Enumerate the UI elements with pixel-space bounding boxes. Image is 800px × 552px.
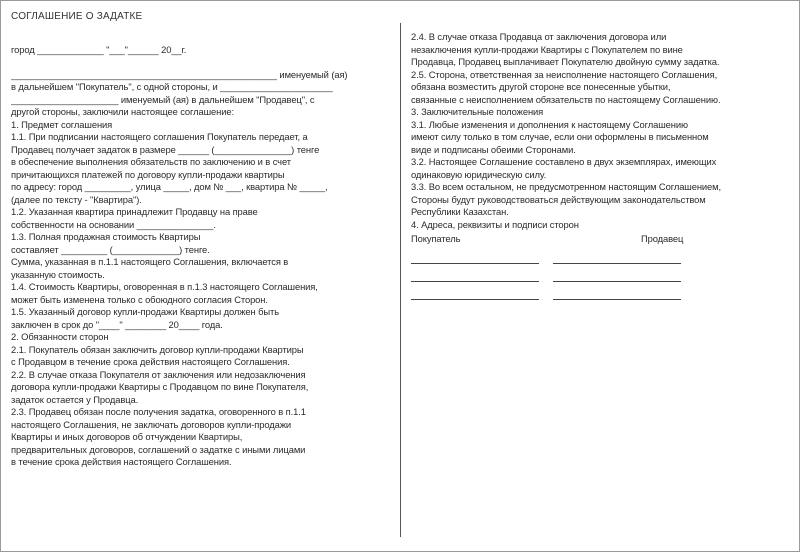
text-line: другой стороны, заключили настоящее соглашение: [11, 106, 234, 117]
text-line: 1.1. При подписании настоящего соглашения Покупатель передает, а [11, 131, 308, 142]
text-line [11, 56, 391, 69]
text-line: незаключения купли-продажи Квартиры с Покупателем по вине [411, 43, 683, 55]
left-column [11, 1, 391, 551]
text-line: 2.5. Сторона, ответственная за неисполнение настоящего Соглашения, [411, 68, 718, 80]
seller-signature-line [553, 270, 681, 282]
text-line: в течение срока действия настоящего Соглашения. [11, 456, 232, 467]
text-line: указанную стоимость. [11, 268, 105, 280]
text-line: 2.3. Продавец обязан после получения задатка, оговоренного в п.1.1 [11, 406, 306, 417]
left-column-text [11, 44, 391, 469]
signature-row-2 [411, 270, 791, 282]
signature-row-1 [411, 252, 791, 264]
text-line: город _____________ "___"______ 20__г. [11, 43, 187, 55]
seller-label: Продавец [641, 233, 684, 244]
seller-signature-line [553, 252, 681, 264]
text-line: (далее по тексту - "Квартира"). [11, 193, 142, 205]
text-line: 2.1. Покупатель обязан заключить договор купли-продажи Квартиры [11, 343, 304, 355]
text-line: Стороны будут руководствоваться действующим законодательством [411, 193, 706, 205]
text-line: заключен в срок до "____" ________ 20____ года. [11, 318, 223, 330]
text-line: имеют силу только в том случае, если они оформлены в письменном [411, 131, 709, 142]
text-line: задаток остается у Продавца. [11, 393, 139, 405]
text-line: Продавца, Продавец выплачивает Покупателю двойную сумму задатка. [411, 56, 720, 67]
text-line: 3. Заключительные положения [411, 106, 544, 117]
text-line: Республики Казахстан. [411, 206, 509, 217]
text-line: связанные с неисполнением обязательств по настоящему Соглашению. [411, 93, 721, 105]
signature-row-3 [411, 288, 791, 300]
text-line: в обеспечение выполнения обязательств по заключению и в счет [11, 156, 291, 167]
text-line: 1.4. Стоимость Квартиры, оговоренная в п.1.3 настоящего Соглашения, [11, 281, 318, 292]
text-line: собственности на основании _______________. [11, 218, 216, 230]
text-line: договора купли-продажи Квартиры с Продавцом по вине Покупателя, [11, 381, 309, 392]
seller-signature-line [553, 288, 681, 300]
buyer-signature-line [411, 270, 539, 282]
text-line: может быть изменена только с обоюдного согласия Сторон. [11, 293, 268, 305]
text-line: предварительных договоров, соглашений о задатке с иными лицами [11, 443, 306, 455]
text-line: одинаковую юридическую силу. [411, 168, 547, 180]
buyer-signature-line [411, 288, 539, 300]
text-line: 3.3. Во всем остальном, не предусмотренном настоящим Соглашением, [411, 181, 722, 192]
buyer-label: Покупатель [411, 233, 461, 244]
text-line: в дальнейшем "Покупатель", с одной стороны, и ______________________ [11, 81, 333, 92]
text-line: 1.5. Указанный договор купли-продажи Квартиры должен быть [11, 306, 279, 317]
text-line: обязана возместить другой стороне все понесенные убытки, [411, 81, 671, 92]
document-title: СОГЛАШЕНИЕ О ЗАДАТКЕ [11, 11, 143, 22]
text-line: по адресу: город _________, улица _____, дом № ___, квартира № _____, [11, 181, 328, 192]
text-line: 1.2. Указанная квартира принадлежит Продавцу на праве [11, 206, 258, 217]
text-line: ____________________________________________________ именуемый (ая) [11, 68, 348, 80]
text-line: виде и подписаны обеими Сторонами. [411, 143, 576, 155]
text-line: 3.2. Настоящее Соглашение составлено в двух экземплярах, имеющих [411, 156, 717, 167]
text-line: Продавец получает задаток в размере ______ (_______________) тенге [11, 143, 320, 155]
text-line: _____________________ именуемый (ая) в дальнейшем "Продавец", с [11, 93, 315, 105]
text-line: 3.1. Любые изменения и дополнения к настоящему Соглашению [411, 118, 688, 130]
text-line: 1.3. Полная продажная стоимость Квартиры [11, 231, 201, 242]
text-line: Квартиры и иных договоров об отчуждении Квартиры, [11, 431, 243, 442]
text-line: 2.2. В случае отказа Покупателя от заключения или недозаключения [11, 368, 306, 380]
column-divider [400, 23, 401, 537]
text-line: настоящего Соглашения, не заключать договоров купли-продажи [11, 418, 292, 430]
text-line: 4. Адреса, реквизиты и подписи сторон [411, 218, 579, 230]
text-line: 2. Обязанности сторон [11, 331, 109, 342]
text-line: 2.4. В случае отказа Продавца от заключения договора или [411, 31, 667, 42]
text-line: причитающихся платежей по договору купли-продажи квартиры [11, 168, 285, 180]
text-line: 1. Предмет соглашения [11, 118, 113, 130]
right-column [411, 1, 791, 551]
text-line: с Продавцом в течение срока действия настоящего Соглашения. [11, 356, 290, 367]
text-line: составляет _________ (_____________) тенге. [11, 243, 210, 255]
right-column-text [411, 31, 791, 231]
buyer-signature-line [411, 252, 539, 264]
text-line: Сумма, указанная в п.1.1 настоящего Соглашения, включается в [11, 256, 289, 267]
signature-headings [411, 233, 791, 246]
